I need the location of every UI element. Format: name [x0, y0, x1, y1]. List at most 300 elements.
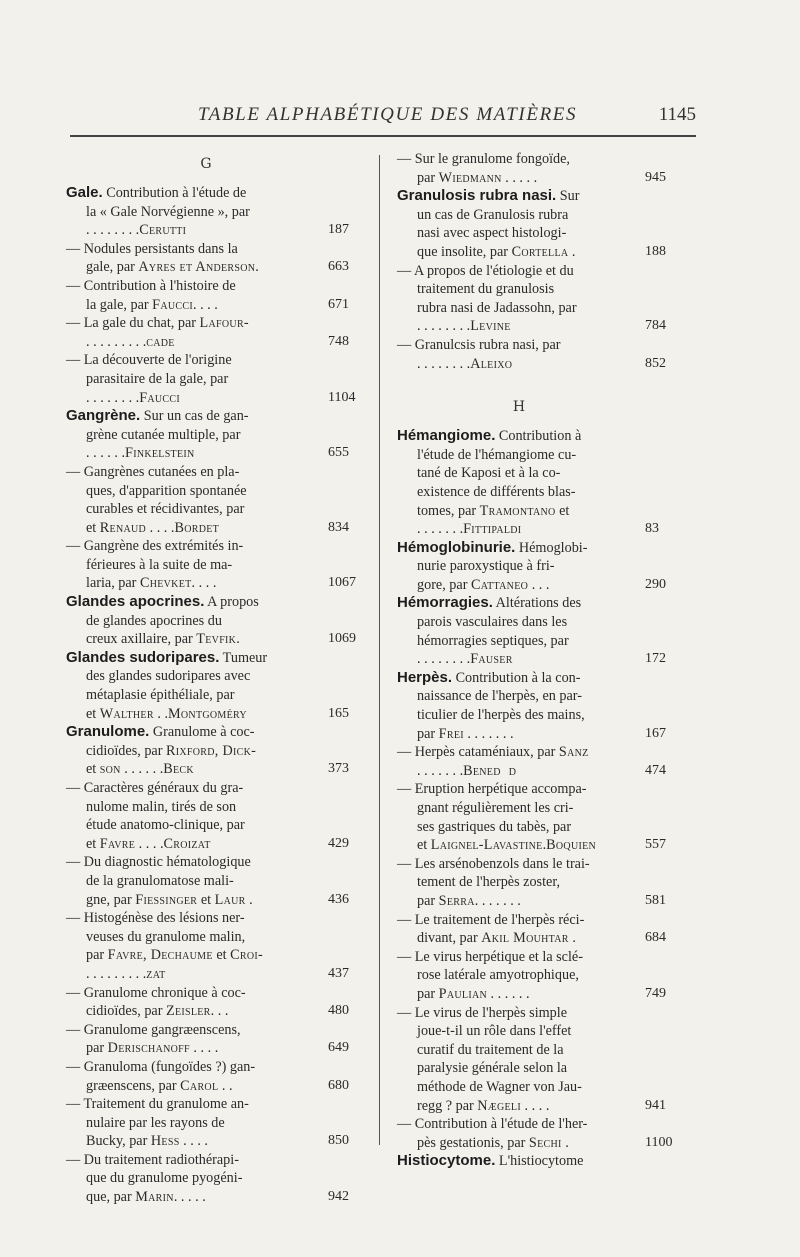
- entry-text: gore, par: [417, 576, 471, 593]
- entry-line: [397, 1078, 641, 1097]
- entry-text: gale, par: [86, 259, 139, 276]
- page-reference: 663: [328, 259, 349, 275]
- entry-text: la « Gale Norvégienne », par: [86, 203, 250, 220]
- entry-text: — Sur le granulome fongoïde,: [397, 151, 570, 167]
- entry-text: férieures à la suite de ma-: [86, 556, 233, 573]
- entry-text: traitement du granulosis: [417, 281, 555, 298]
- entry-text: et: [86, 761, 100, 778]
- header-rule: [70, 135, 696, 137]
- author-name: Favre: [99, 835, 136, 852]
- entry-line: [66, 1151, 336, 1170]
- entry-text: . .: [153, 705, 168, 722]
- entry-text: . . . .: [191, 575, 217, 592]
- entry-text: paralysie générale selon la: [417, 1060, 568, 1077]
- entry-line: [397, 929, 666, 948]
- entry-line: [66, 835, 349, 854]
- entry-line: [66, 1077, 349, 1096]
- entry-line: [397, 743, 641, 762]
- entry-text: ses gastriques du tabès, par: [417, 818, 572, 835]
- entry-heading-line: [397, 1152, 641, 1171]
- page-reference: 680: [328, 1077, 349, 1093]
- entry-line: [397, 966, 641, 985]
- entry-line: [397, 1041, 641, 1060]
- author-name: Faucci: [139, 389, 181, 406]
- entry-text: Hémoglobi-: [515, 539, 588, 556]
- right-entries-g: [397, 150, 666, 373]
- entry-line: [397, 262, 641, 281]
- page-reference: 436: [328, 891, 349, 907]
- entry-text: — La découverte de l'origine: [66, 352, 232, 369]
- entry-text: cidioïdes, par: [86, 742, 166, 759]
- author-name: Lafour-: [199, 315, 249, 332]
- author-name: Beck: [163, 761, 194, 778]
- entry-term: Granulome.: [66, 723, 150, 741]
- author-name: Sechi: [528, 1134, 562, 1151]
- entry-text: creux axillaire, par: [86, 631, 197, 648]
- entry-line: [66, 667, 336, 686]
- entry-text: . . . . . . .: [417, 521, 464, 538]
- page-reference: 945: [645, 169, 666, 185]
- entry-line: [66, 500, 336, 519]
- running-title: TABLE ALPHABÉTIQUE DES MATIÈRES: [198, 104, 578, 125]
- author-name: Sanz: [558, 744, 589, 761]
- page-reference: 429: [328, 835, 349, 851]
- entry-text: .: [568, 930, 576, 947]
- entry-text: . . .: [528, 576, 550, 593]
- entry-line: [397, 355, 666, 374]
- author-name: Walther: [99, 705, 154, 722]
- entry-line: [66, 965, 349, 984]
- entry-text: curables et récidivantes, par: [86, 501, 245, 518]
- entry-line: [66, 891, 349, 910]
- entry-line: [397, 206, 641, 225]
- entry-text: des glandes sudoripares avec: [86, 668, 251, 685]
- entry-line: [66, 463, 336, 482]
- entry-line: [397, 1004, 641, 1023]
- page-reference: 290: [645, 576, 666, 592]
- entry-text: . . . .: [192, 296, 218, 313]
- entry-text: . . . . . . . .: [417, 355, 471, 372]
- entry-line: [66, 872, 336, 891]
- entry-text: la gale, par: [86, 296, 153, 313]
- entry-line: [66, 928, 336, 947]
- entry-text: joue-t-il un rôle dans l'effet: [417, 1023, 572, 1040]
- page-reference: 852: [645, 355, 666, 371]
- running-header: [70, 104, 696, 134]
- entry-text: — Eruption herpétique accompa-: [397, 781, 587, 798]
- page-reference: 557: [645, 837, 666, 853]
- page-reference: 581: [645, 892, 666, 908]
- entry-text: méthode de Wagner von Jau-: [417, 1078, 582, 1095]
- author-name: Akil Mouhtar: [481, 930, 569, 947]
- page-reference: 1067: [328, 575, 356, 591]
- author-name: cade: [146, 333, 175, 350]
- entry-text: . .: [218, 1077, 233, 1094]
- author-name: Fittipaldi: [463, 521, 522, 538]
- entry-text: .: [245, 891, 253, 908]
- author-name: Fauser: [470, 651, 513, 668]
- entry-line: [397, 632, 641, 651]
- entry-text: . . . . . . . .: [417, 318, 471, 335]
- left-column: [66, 150, 356, 1207]
- entry-line: [66, 314, 336, 333]
- entry-text: — A propos de l'étiologie et du: [397, 262, 574, 279]
- author-name: Derischanoff: [107, 1040, 190, 1057]
- entry-line: [66, 370, 336, 389]
- entry-text: un cas de Granulosis rubra: [417, 206, 569, 223]
- entry-text: ticulier de l'herpès des mains,: [417, 707, 585, 724]
- entry-term: Herpès.: [397, 668, 453, 686]
- entry-text: pès gestationis, par: [417, 1134, 529, 1151]
- entry-text: nasi avec aspect histologi-: [417, 225, 567, 242]
- entry-text: — Le virus herpétique et la sclé-: [397, 948, 583, 965]
- entry-text: divant, par: [417, 930, 482, 947]
- page-reference: 172: [645, 651, 666, 667]
- entry-text: et: [86, 519, 100, 536]
- entry-heading-line: [66, 407, 336, 426]
- author-name: Tevfik: [196, 631, 237, 648]
- entry-text: . . . .: [146, 519, 175, 536]
- author-name: zat: [146, 965, 166, 982]
- entry-text: — Gangrène des extrémités in-: [66, 538, 244, 555]
- entry-line: [66, 630, 356, 649]
- entry-text: — Caractères généraux du gra-: [66, 780, 244, 796]
- entry-text: — Herpès cataméniaux, par: [397, 744, 559, 761]
- page-reference: 649: [328, 1040, 349, 1056]
- entry-text: — Contribution à l'histoire de: [66, 277, 236, 294]
- entry-line: [66, 853, 336, 872]
- page-reference: 480: [328, 1003, 349, 1019]
- page-reference: 1069: [328, 631, 356, 647]
- entry-line: [397, 948, 641, 967]
- entry-line: [66, 705, 349, 724]
- entry-text: . . . .: [189, 1040, 219, 1057]
- column-divider: [379, 155, 380, 1145]
- entry-line: [397, 1115, 641, 1134]
- author-name: Favre, Dechaume: [107, 947, 213, 964]
- entry-text: .: [542, 837, 547, 854]
- entry-text: . . . . . . .: [417, 762, 464, 779]
- entry-text: . . . . . . . . .: [86, 965, 147, 982]
- entry-text: . . .: [210, 1003, 229, 1020]
- entry-text: — Du traitement radiothérapi-: [66, 1151, 239, 1168]
- entry-line: [66, 333, 349, 352]
- entry-text: . . . .: [135, 835, 164, 852]
- author-name: Marin: [135, 1189, 174, 1206]
- entry-text: curatif du traitement de la: [417, 1041, 564, 1058]
- entry-line: [66, 1188, 349, 1207]
- entry-line: [66, 296, 349, 315]
- entry-text: et: [555, 502, 570, 519]
- entry-text: — Contribution à l'étude de l'her-: [397, 1116, 588, 1133]
- page-reference: 83: [645, 521, 659, 537]
- entry-line: [397, 836, 666, 855]
- entry-text: tement de l'herpès zoster,: [417, 874, 561, 891]
- author-name: Cerutti: [139, 222, 187, 239]
- entry-text: . . . . . . . . .: [86, 333, 147, 350]
- entry-line: [66, 1169, 336, 1188]
- entry-term: Gangrène.: [66, 407, 141, 425]
- entry-line: [66, 351, 336, 370]
- author-name: Faucci: [152, 296, 193, 313]
- entry-line: [397, 299, 641, 318]
- entry-line: [397, 150, 641, 169]
- entry-text: tané de Kaposi et à la co-: [417, 465, 561, 482]
- entry-line: [66, 612, 336, 631]
- entry-text: . . . . . . . .: [86, 222, 140, 239]
- entry-text: gnant régulièrement les cri-: [417, 800, 574, 816]
- entry-text: par: [417, 169, 439, 186]
- entry-term: Glandes apocrines.: [66, 593, 205, 611]
- entry-line: [66, 1021, 336, 1040]
- page-reference: 684: [645, 930, 666, 946]
- author-name: Aleixo: [470, 355, 513, 372]
- author-name: Wiedmann: [438, 169, 502, 186]
- entry-line: [397, 818, 641, 837]
- page-reference: 784: [645, 318, 666, 334]
- entry-text: veuses du granulome malin,: [86, 928, 246, 945]
- entry-line: [397, 169, 666, 188]
- entry-text: . . . . . .: [86, 445, 126, 462]
- entry-line: [397, 1022, 641, 1041]
- entry-line: [397, 725, 666, 744]
- entry-term: Glandes sudoripares.: [66, 648, 220, 666]
- entry-line: [397, 336, 641, 355]
- entry-text: parasitaire de la gale, par: [86, 370, 229, 387]
- entry-line: [397, 243, 666, 262]
- entry-line: [66, 519, 349, 538]
- entry-text: hémorragies septiques, par: [417, 632, 569, 649]
- entry-line: [397, 280, 641, 299]
- page-reference: 748: [328, 333, 349, 349]
- entry-text: Sur: [556, 188, 580, 205]
- entry-line: [66, 389, 356, 408]
- page-reference: 834: [328, 519, 349, 535]
- entry-text: par: [417, 892, 439, 909]
- entry-text: A propos: [204, 594, 259, 611]
- entry-line: [397, 576, 666, 595]
- entry-text: . . . . .: [173, 1189, 206, 1206]
- entry-text: . . . . . . .: [474, 892, 521, 909]
- entry-text: et: [197, 891, 215, 908]
- entry-text: . . . . . . .: [463, 725, 514, 742]
- page-reference: 165: [328, 705, 349, 721]
- entry-text: Altérations des: [492, 595, 582, 612]
- entry-line: [66, 1114, 336, 1133]
- right-entries-h: [397, 427, 673, 1171]
- entry-line: [397, 317, 666, 336]
- entry-text: métaplasie épithéliale, par: [86, 687, 235, 704]
- entry-line: [66, 1132, 349, 1151]
- page-reference: 941: [645, 1097, 666, 1113]
- entry-term: Hémorragies.: [397, 594, 493, 612]
- entry-line: [66, 426, 336, 445]
- right-column: [397, 150, 673, 1171]
- entry-line: [66, 1002, 349, 1021]
- entry-text: par: [86, 1040, 108, 1057]
- left-entries: [66, 184, 356, 1207]
- author-name: Ayres et Anderson.: [138, 259, 260, 276]
- author-name: Cortella: [511, 243, 569, 260]
- entry-line: [397, 762, 666, 781]
- entry-line: [397, 780, 641, 799]
- entry-text: et: [417, 837, 431, 854]
- author-name: Croi-: [230, 947, 264, 964]
- entry-term: Hémangiome.: [397, 427, 496, 445]
- entry-text: que, par: [86, 1189, 136, 1206]
- entry-line: [397, 613, 641, 632]
- entry-text: par: [417, 985, 439, 1002]
- page-number: 1145: [658, 104, 696, 125]
- entry-line: [66, 984, 336, 1003]
- entry-line: [66, 1095, 336, 1114]
- author-name: son: [99, 761, 121, 778]
- author-name: Bordet: [174, 519, 220, 536]
- entry-text: . . . . . .: [487, 985, 530, 1002]
- entry-line: [397, 1134, 673, 1153]
- entry-text: de la granulomatose mali-: [86, 872, 234, 889]
- entry-line: [397, 557, 641, 576]
- entry-term: Gale.: [66, 184, 103, 201]
- author-name: Cattaneo: [470, 576, 529, 593]
- page-reference: 942: [328, 1189, 349, 1205]
- author-name: Renaud: [99, 519, 147, 536]
- author-name: Nægeli: [477, 1097, 521, 1114]
- entry-line: [397, 985, 666, 1004]
- page-reference: 167: [645, 725, 666, 741]
- entry-line: [397, 873, 641, 892]
- entry-heading-line: [397, 539, 641, 558]
- entry-line: [397, 799, 641, 818]
- entry-text: rubra nasi de Jadassohn, par: [417, 299, 577, 316]
- author-name: Hess: [150, 1133, 180, 1150]
- entry-text: — Du diagnostic hématologique: [66, 854, 251, 871]
- entry-line: [66, 277, 336, 296]
- author-name: Benedɪd: [463, 762, 517, 779]
- entry-line: [397, 687, 641, 706]
- entry-text: Granulome à coc-: [149, 724, 255, 741]
- entry-term: Histiocytome.: [397, 1152, 496, 1170]
- entry-text: gne, par: [86, 891, 136, 908]
- entry-text: par: [86, 947, 108, 964]
- author-name: Frei: [438, 725, 464, 742]
- entry-line: [66, 742, 336, 761]
- entry-text: par: [417, 725, 439, 742]
- entry-text: — Traitement du granulome an-: [66, 1096, 249, 1113]
- entry-line: [66, 556, 336, 575]
- entry-line: [397, 224, 641, 243]
- entry-line: [397, 446, 641, 465]
- page-reference: 1100: [645, 1134, 673, 1150]
- entry-line: [397, 706, 641, 725]
- author-name: Carol: [180, 1077, 219, 1094]
- entry-text: rose latérale amyotrophique,: [417, 967, 579, 984]
- page-reference: 474: [645, 762, 666, 778]
- entry-line: [66, 798, 336, 817]
- entry-text: naissance de l'herpès, en par-: [417, 688, 582, 705]
- entry-heading-line: [66, 649, 336, 668]
- author-name: Chevket: [139, 575, 192, 592]
- entry-line: [66, 909, 336, 928]
- entry-line: [397, 483, 641, 502]
- entry-text: laria, par: [86, 575, 140, 592]
- entry-text: Contribution à l'étude de: [102, 185, 247, 201]
- entry-text: — Le virus de l'herpès simple: [397, 1004, 568, 1021]
- entry-text: . . . . . . . .: [417, 651, 471, 668]
- entry-text: . . . . .: [501, 169, 538, 186]
- author-name: Finkelstein: [125, 445, 195, 462]
- entry-text: — Les arsénobenzols dans le trai-: [397, 855, 590, 872]
- entry-line: [397, 650, 666, 669]
- author-name: Levine: [470, 318, 511, 335]
- entry-text: ques, d'apparition spontanée: [86, 482, 247, 499]
- entry-heading-line: [66, 593, 336, 612]
- entry-text: Sur un cas de gan-: [140, 408, 249, 425]
- entry-line: [397, 1097, 666, 1116]
- entry-line: [66, 444, 349, 463]
- entry-line: [66, 1058, 336, 1077]
- entry-text: . . . .: [179, 1133, 208, 1150]
- entry-line: [66, 203, 336, 222]
- author-name: Laignel-Lavastine: [430, 837, 543, 854]
- entry-heading-line: [397, 187, 641, 206]
- page-reference: 187: [328, 222, 349, 238]
- entry-line: [397, 464, 641, 483]
- entry-text: — La gale du chat, par: [66, 315, 200, 332]
- entry-text: — Granuloma (fungoïdes ?) gan-: [66, 1058, 256, 1075]
- page-reference: 850: [328, 1133, 349, 1149]
- section-letter-h: H: [512, 399, 526, 416]
- entry-line: [66, 240, 336, 259]
- author-name: Boquien: [546, 837, 597, 854]
- entry-text: nurie paroxystique à fri-: [417, 558, 555, 575]
- entry-heading-line: [66, 723, 336, 742]
- author-name: Tramontano: [479, 502, 556, 519]
- entry-text: .: [561, 1134, 569, 1151]
- entry-text: Contribution à la con-: [452, 669, 581, 686]
- author-name: Laur: [214, 891, 246, 908]
- entry-text: Contribution à: [495, 428, 582, 445]
- entry-line: [66, 574, 356, 593]
- entry-text: et: [86, 705, 100, 722]
- entry-line: [397, 520, 659, 539]
- entry-line: [397, 502, 641, 521]
- entry-text: et: [86, 835, 100, 852]
- entry-text: Bucky, par: [86, 1133, 151, 1150]
- entry-line: [66, 258, 349, 277]
- author-name: Paulian: [438, 985, 487, 1002]
- page-reference: 655: [328, 445, 349, 461]
- entry-text: — Granulome gangræenscens,: [66, 1021, 241, 1038]
- entry-heading-line: [397, 669, 641, 688]
- entry-text: tomes, par: [417, 502, 480, 519]
- entry-text: . . . .: [520, 1097, 550, 1114]
- page-reference: 749: [645, 985, 666, 1001]
- entry-text: grène cutanée multiple, par: [86, 426, 241, 443]
- entry-text: étude anatomo-clinique, par: [86, 817, 245, 834]
- entry-line: [397, 911, 641, 930]
- section-letter-g: G: [200, 156, 212, 172]
- page-reference: 1104: [328, 389, 356, 405]
- author-name: Serra: [438, 892, 475, 909]
- entry-text: que du granulome pyogéni-: [86, 1170, 243, 1187]
- entry-line: [66, 221, 349, 240]
- entry-text: cidioïdes, par: [86, 1003, 166, 1020]
- author-name: Montgoméry: [168, 705, 247, 722]
- entry-text: græenscens, par: [86, 1077, 181, 1094]
- entry-term: Hémoglobinurie.: [397, 538, 516, 556]
- entry-line: [66, 816, 336, 835]
